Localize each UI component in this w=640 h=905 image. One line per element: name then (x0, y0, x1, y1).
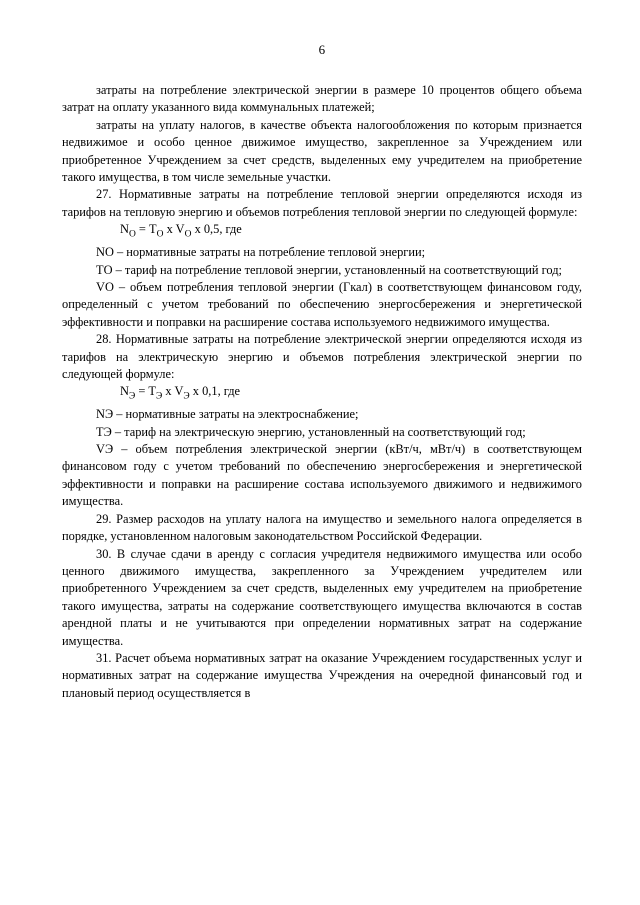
paragraph-taxes: затраты на уплату налогов, в качестве объекта налогообложения по которым признается недвижимое и особо ценное движимое имущество, закрепленное за Учреждением или приобретенное Учреждением за счет средств, выделенных ему учредителем на приобретение такого имущества, в том числе земельные участки. (62, 117, 582, 185)
document-body (62, 82, 582, 702)
definition-ne: NЭ – нормативные затраты на электроснабжение; (96, 407, 359, 422)
page-number: 6 (318, 42, 326, 57)
paragraph-30: 30. В случае сдачи в аренду с согласия учредителя недвижимого имущества или особо ценного движимого имущества, закрепленного за Учреждением учредителем или приобретенного Учреждением за счет средств, выделенных ему учредителем на приобретение такого имущества, затраты на содержание соответствующего имущества включаются в состав арендной платы и не учитываются при определении нормативных затрат на содержание имущества. (62, 546, 582, 648)
definition-no: NО – нормативные затраты на потребление тепловой энергии; (96, 245, 426, 260)
paragraph-28: 28. Нормативные затраты на потребление электрической энергии определяются исходя из тарифов на электрическую энергию и объемов потребления электрической энергии по следующей формуле: (62, 332, 582, 381)
definition-to: TО – тариф на потребление тепловой энергии, установленный на соответствующий год; (96, 262, 562, 277)
paragraph-expenses-electric: затраты на потребление электрической энергии в размере 10 процентов общего объема затрат на оплату указанного вида коммунальных платежей; (62, 83, 582, 115)
definition-ve: VЭ – объем потребления электрической энергии (кВт/ч, мВт/ч) в соответствующем финансовом году с учетом требований по обеспечению энергосбережения и энергетической эффективности и поправки на расширение состава используемого движимого и недвижимого имущества. (62, 442, 582, 509)
paragraph-27: 27. Нормативные затраты на потребление тепловой энергии определяются исходя из тарифов на тепловую энергию и объемов потребления тепловой энергии по следующей формуле: (62, 187, 582, 219)
definition-vo: VО – объем потребления тепловой энергии (Гкал) в соответствующем финансовом году, определенный с учетом требований по обеспечению энергосбережения и энергетической эффективности и поправки на расширение состава используемого недвижимого имущества. (62, 279, 582, 329)
formula-thermal-energy: $N_О = T_О$ x $V_О$ x 0,5, где (120, 222, 242, 240)
formula-electric-energy: $N_Э = T_Э$ x $V_Э$ x 0,1, где (120, 384, 241, 402)
paragraph-29: 29. Размер расходов на уплату налога на имущество и земельного налога определяется в порядке, установленном налоговым законодательством Российской Федерации. (62, 511, 582, 544)
definition-te: TЭ – тариф на электрическую энергию, установленный на соответствующий год; (96, 424, 526, 439)
paragraph-31: 31. Расчет объема нормативных затрат на оказание Учреждением государственных услуг и нормативных затрат на содержание имущества Учреждения на очередной финансовый год и плановый период осуществляется в (62, 650, 582, 700)
